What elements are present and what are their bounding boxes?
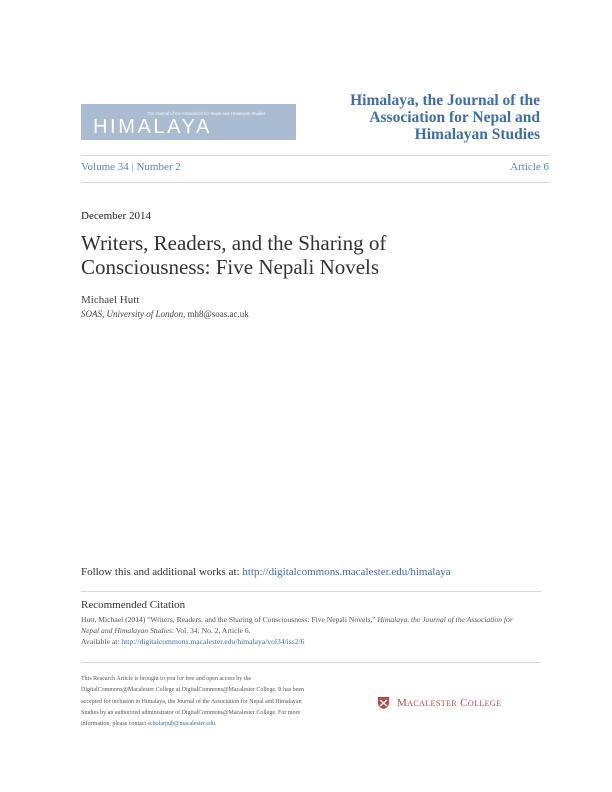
- author-email: , mh8@soas.ac.uk: [183, 309, 249, 319]
- notice-text: This Research Article is brought to you for free and open access by the DigitalCommons@Macalester College at DigitalCommons@Macalester College. It has been accepted for inclusion in Himalaya, the Journal of the Association for Nepal and Himalayan Studies by an authorized administrator of DigitalCommons@Macalester College. For more information, please contact: [81, 676, 304, 728]
- article-link[interactable]: Article 6: [510, 161, 549, 173]
- volume-link[interactable]: Volume 34: [81, 161, 129, 173]
- separator: |: [131, 161, 134, 173]
- number-link[interactable]: Number 2: [136, 161, 181, 173]
- affiliation-name: SOAS, University of London: [81, 309, 183, 319]
- paper-title: Writers, Readers, and the Sharing of Consciousness: Five Nepali Novels: [81, 231, 387, 279]
- banner-subtitle: The Journal of the Association for Nepal and Himalayan Studies: [147, 111, 266, 116]
- divider: [81, 155, 550, 156]
- citation-part2: : Vol. 34: No. 2, Article 6.: [171, 626, 251, 635]
- college-name: Macalester College: [397, 697, 502, 710]
- journal-title[interactable]: Himalaya, the Journal of the Association for Nepal and Himalayan Studies: [350, 92, 540, 143]
- citation-part1: Hutt, Michael (2014) "Writers, Readers, and the Sharing of Consciousness: Five Nepali Novels,": [81, 615, 378, 624]
- divider: [81, 182, 550, 183]
- notice-end: .: [215, 721, 217, 728]
- follow-text: Follow this and additional works at:: [81, 566, 243, 578]
- author-affiliation: [81, 309, 249, 319]
- contact-email-link[interactable]: scholarpub@macalester.edu: [147, 721, 215, 728]
- follow-line: [81, 566, 451, 578]
- banner-title: HIMALAYA: [93, 116, 212, 138]
- divider: [81, 662, 541, 663]
- access-notice: [81, 674, 306, 730]
- author-name: Michael Hutt: [81, 294, 140, 306]
- citation-link[interactable]: http://digitalcommons.macalester.edu/himalaya/vol34/iss2/6: [121, 637, 305, 646]
- macalester-logo[interactable]: [377, 694, 501, 712]
- divider: [81, 591, 541, 592]
- citation-journal: Himalaya, the Journal of the Association for Nepal and Himalayan Studies: [81, 615, 513, 635]
- follow-link[interactable]: http://digitalcommons.macalester.edu/himalaya: [242, 566, 451, 578]
- available-label: Available at:: [81, 637, 122, 646]
- volume-number: [81, 161, 181, 173]
- citation-text: [81, 614, 521, 647]
- citation-heading: Recommended Citation: [81, 599, 186, 611]
- publication-date: December 2014: [81, 210, 151, 222]
- journal-banner: [81, 104, 296, 140]
- shield-icon: [377, 696, 390, 710]
